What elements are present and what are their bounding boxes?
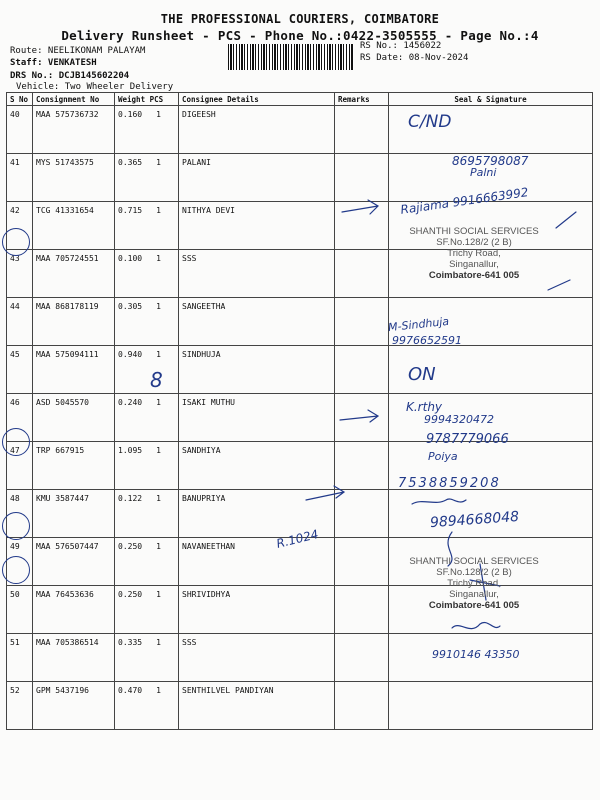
consignee-cell: SENTHILVEL PANDIYAN <box>179 682 335 730</box>
consignee-cell: DIGEESH <box>179 106 335 154</box>
sno-cell: 47 <box>7 442 33 490</box>
consignment-cell: TRP 667915 <box>33 442 115 490</box>
sno-cell: 40 <box>7 106 33 154</box>
weight-value: 0.250 <box>118 542 143 551</box>
stamp-line-3: Trichy Road, <box>447 578 501 589</box>
sno-cell: 42 <box>7 202 33 250</box>
consignment-cell: MAA 868178119 <box>33 298 115 346</box>
arrow-r49-icon <box>306 486 344 500</box>
consignee-cell: SSS <box>179 634 335 682</box>
consignee-cell: BANUPRIYA <box>179 490 335 538</box>
sno-cell: 43 <box>7 250 33 298</box>
pcs-value: 1 <box>156 350 161 359</box>
consignee-cell: SSS <box>179 250 335 298</box>
consignee-cell: SANDHIYA <box>179 442 335 490</box>
staff-label: Staff: VENKATESH <box>10 58 97 68</box>
stamp-line-5: Coimbatore-641 005 <box>428 270 520 281</box>
handwriting-r42: Rajiama 9916663992 <box>399 185 530 217</box>
consignment-cell: TCG 41331654 <box>33 202 115 250</box>
handwriting-r41-phone: 8695798087 <box>452 154 529 168</box>
tick-r44-icon <box>548 280 570 290</box>
circle-r50-icon <box>2 512 30 540</box>
weight-value: 0.365 <box>118 158 143 167</box>
pcs-value: 1 <box>156 206 161 215</box>
circle-r43-icon <box>2 228 30 256</box>
sno-cell: 41 <box>7 154 33 202</box>
handwriting-r40: C/ND <box>408 112 452 132</box>
handwriting-r48-phone: 9787779066 <box>426 432 509 447</box>
consignment-cell: GPM 5437196 <box>33 682 115 730</box>
consignment-cell: MAA 705724551 <box>33 250 115 298</box>
col-consignment: Consignment No <box>33 93 115 106</box>
col-weight-pcs: Weight PCS <box>115 93 179 106</box>
consignment-cell: KMU 3587447 <box>33 490 115 538</box>
stamp-line-5: Coimbatore-641 005 <box>428 600 520 611</box>
handwriting-r52: 9910146 43350 <box>432 648 520 661</box>
pcs-value: 1 <box>156 158 161 167</box>
col-seal-signature: Seal & Signature <box>389 93 593 106</box>
handwriting-r47-name: K.rthy <box>406 400 443 414</box>
stamp-line-2: SF.No.128/2 (2 B) <box>436 237 512 248</box>
weight-value: 1.095 <box>118 446 143 455</box>
stamp-line-4: Singanallur, <box>449 259 499 270</box>
sno-cell: 44 <box>7 298 33 346</box>
sno-cell: 49 <box>7 538 33 586</box>
consignee-cell: SANGEETHA <box>179 298 335 346</box>
pcs-value: 1 <box>156 446 161 455</box>
weight-value: 0.160 <box>118 110 143 119</box>
stamp-line-2: SF.No.128/2 (2 B) <box>436 567 512 578</box>
handwriting-r46-sign: ON <box>408 364 436 385</box>
route-label: Route: NEELIKONAM PALAYAM <box>10 46 146 56</box>
stamp-line-3: Trichy Road, <box>447 248 501 259</box>
weight-value: 0.940 <box>118 350 143 359</box>
signature-r49-icon <box>412 499 466 504</box>
col-sno: S No <box>7 93 33 106</box>
col-remarks: Remarks <box>335 93 389 106</box>
arrow-r47-icon <box>340 410 378 422</box>
pcs-value: 1 <box>156 110 161 119</box>
consignment-cell: MAA 575094111 <box>33 346 115 394</box>
arrow-r42-icon <box>342 200 378 214</box>
weight-value: 0.335 <box>118 638 143 647</box>
drs-number: DRS No.: DCJB145602204 <box>10 71 130 81</box>
pcs-value: 1 <box>156 302 161 311</box>
rs-date: RS Date: 08-Nov-2024 <box>360 53 469 63</box>
weight-value: 0.122 <box>118 494 143 503</box>
rs-number: RS No.: 1456022 <box>360 41 442 51</box>
weight-value: 0.305 <box>118 302 143 311</box>
consignment-cell: MAA 705386514 <box>33 634 115 682</box>
vehicle-label: Vehicle: Two Wheeler Delivery <box>16 82 174 92</box>
weight-value: 0.715 <box>118 206 143 215</box>
signature-r52-icon <box>452 622 500 628</box>
stamp-line-1: SHANTHI SOCIAL SERVICES <box>409 226 539 237</box>
pcs-value: 1 <box>156 686 161 695</box>
handwriting-r47-phone: 9994320472 <box>424 413 494 426</box>
consignee-cell: NITHYA DEVI <box>179 202 335 250</box>
weight-value: 0.470 <box>118 686 143 695</box>
handwriting-r45-name: M-Sindhuja <box>387 314 450 335</box>
stamp-line-1: SHANTHI SOCIAL SERVICES <box>409 556 539 567</box>
consignee-cell: NAVANEETHAN <box>179 538 335 586</box>
weight-value: 0.100 <box>118 254 143 263</box>
consignee-cell: PALANI <box>179 154 335 202</box>
consignee-cell: SHRIVIDHYA <box>179 586 335 634</box>
handwriting-r45-phone: 9976652591 <box>392 334 462 347</box>
handwriting-r48-name: Poiya <box>428 450 458 463</box>
pcs-value: 1 <box>156 398 161 407</box>
weight-value: 0.250 <box>118 590 143 599</box>
circle-r51-icon <box>2 556 30 584</box>
consignee-cell: SINDHUJA <box>179 346 335 394</box>
stamp-line-4: Singanallur, <box>449 589 499 600</box>
stamp-r43 <box>386 226 562 281</box>
stamp-r51 <box>386 556 562 611</box>
sheet-title: Delivery Runsheet - PCS - Phone No.:0422-3505555 - Page No.:4 <box>61 28 539 43</box>
sno-cell: 52 <box>7 682 33 730</box>
consignment-cell: MAA 575736732 <box>33 106 115 154</box>
company-title: THE PROFESSIONAL COURIERS, COIMBATORE <box>160 12 440 26</box>
pcs-value: 1 <box>156 590 161 599</box>
sno-cell: 50 <box>7 586 33 634</box>
sno-cell: 51 <box>7 634 33 682</box>
col-consignee: Consignee Details <box>179 93 335 106</box>
pcs-value: 1 <box>156 494 161 503</box>
consignment-cell: MAA 576507447 <box>33 538 115 586</box>
sno-cell: 48 <box>7 490 33 538</box>
consignment-cell: MYS 51743575 <box>33 154 115 202</box>
handwriting-r49-phone: 7538859208 <box>398 476 501 491</box>
handwriting-r46-mark: 8 <box>150 368 163 392</box>
pcs-value: 1 <box>156 542 161 551</box>
sno-cell: 45 <box>7 346 33 394</box>
weight-value: 0.240 <box>118 398 143 407</box>
handwriting-r50-phone: 9894668048 <box>429 508 520 532</box>
pcs-value: 1 <box>156 254 161 263</box>
handwriting-r41-name: Palni <box>470 166 497 179</box>
consignee-cell: ISAKI MUTHU <box>179 394 335 442</box>
pcs-value: 1 <box>156 638 161 647</box>
circle-r48-icon <box>2 428 30 456</box>
handwriting-r50-amount: R.1024 <box>274 527 320 551</box>
consignment-cell: ASD 5045570 <box>33 394 115 442</box>
consignment-cell: MAA 76453636 <box>33 586 115 634</box>
sno-cell: 46 <box>7 394 33 442</box>
